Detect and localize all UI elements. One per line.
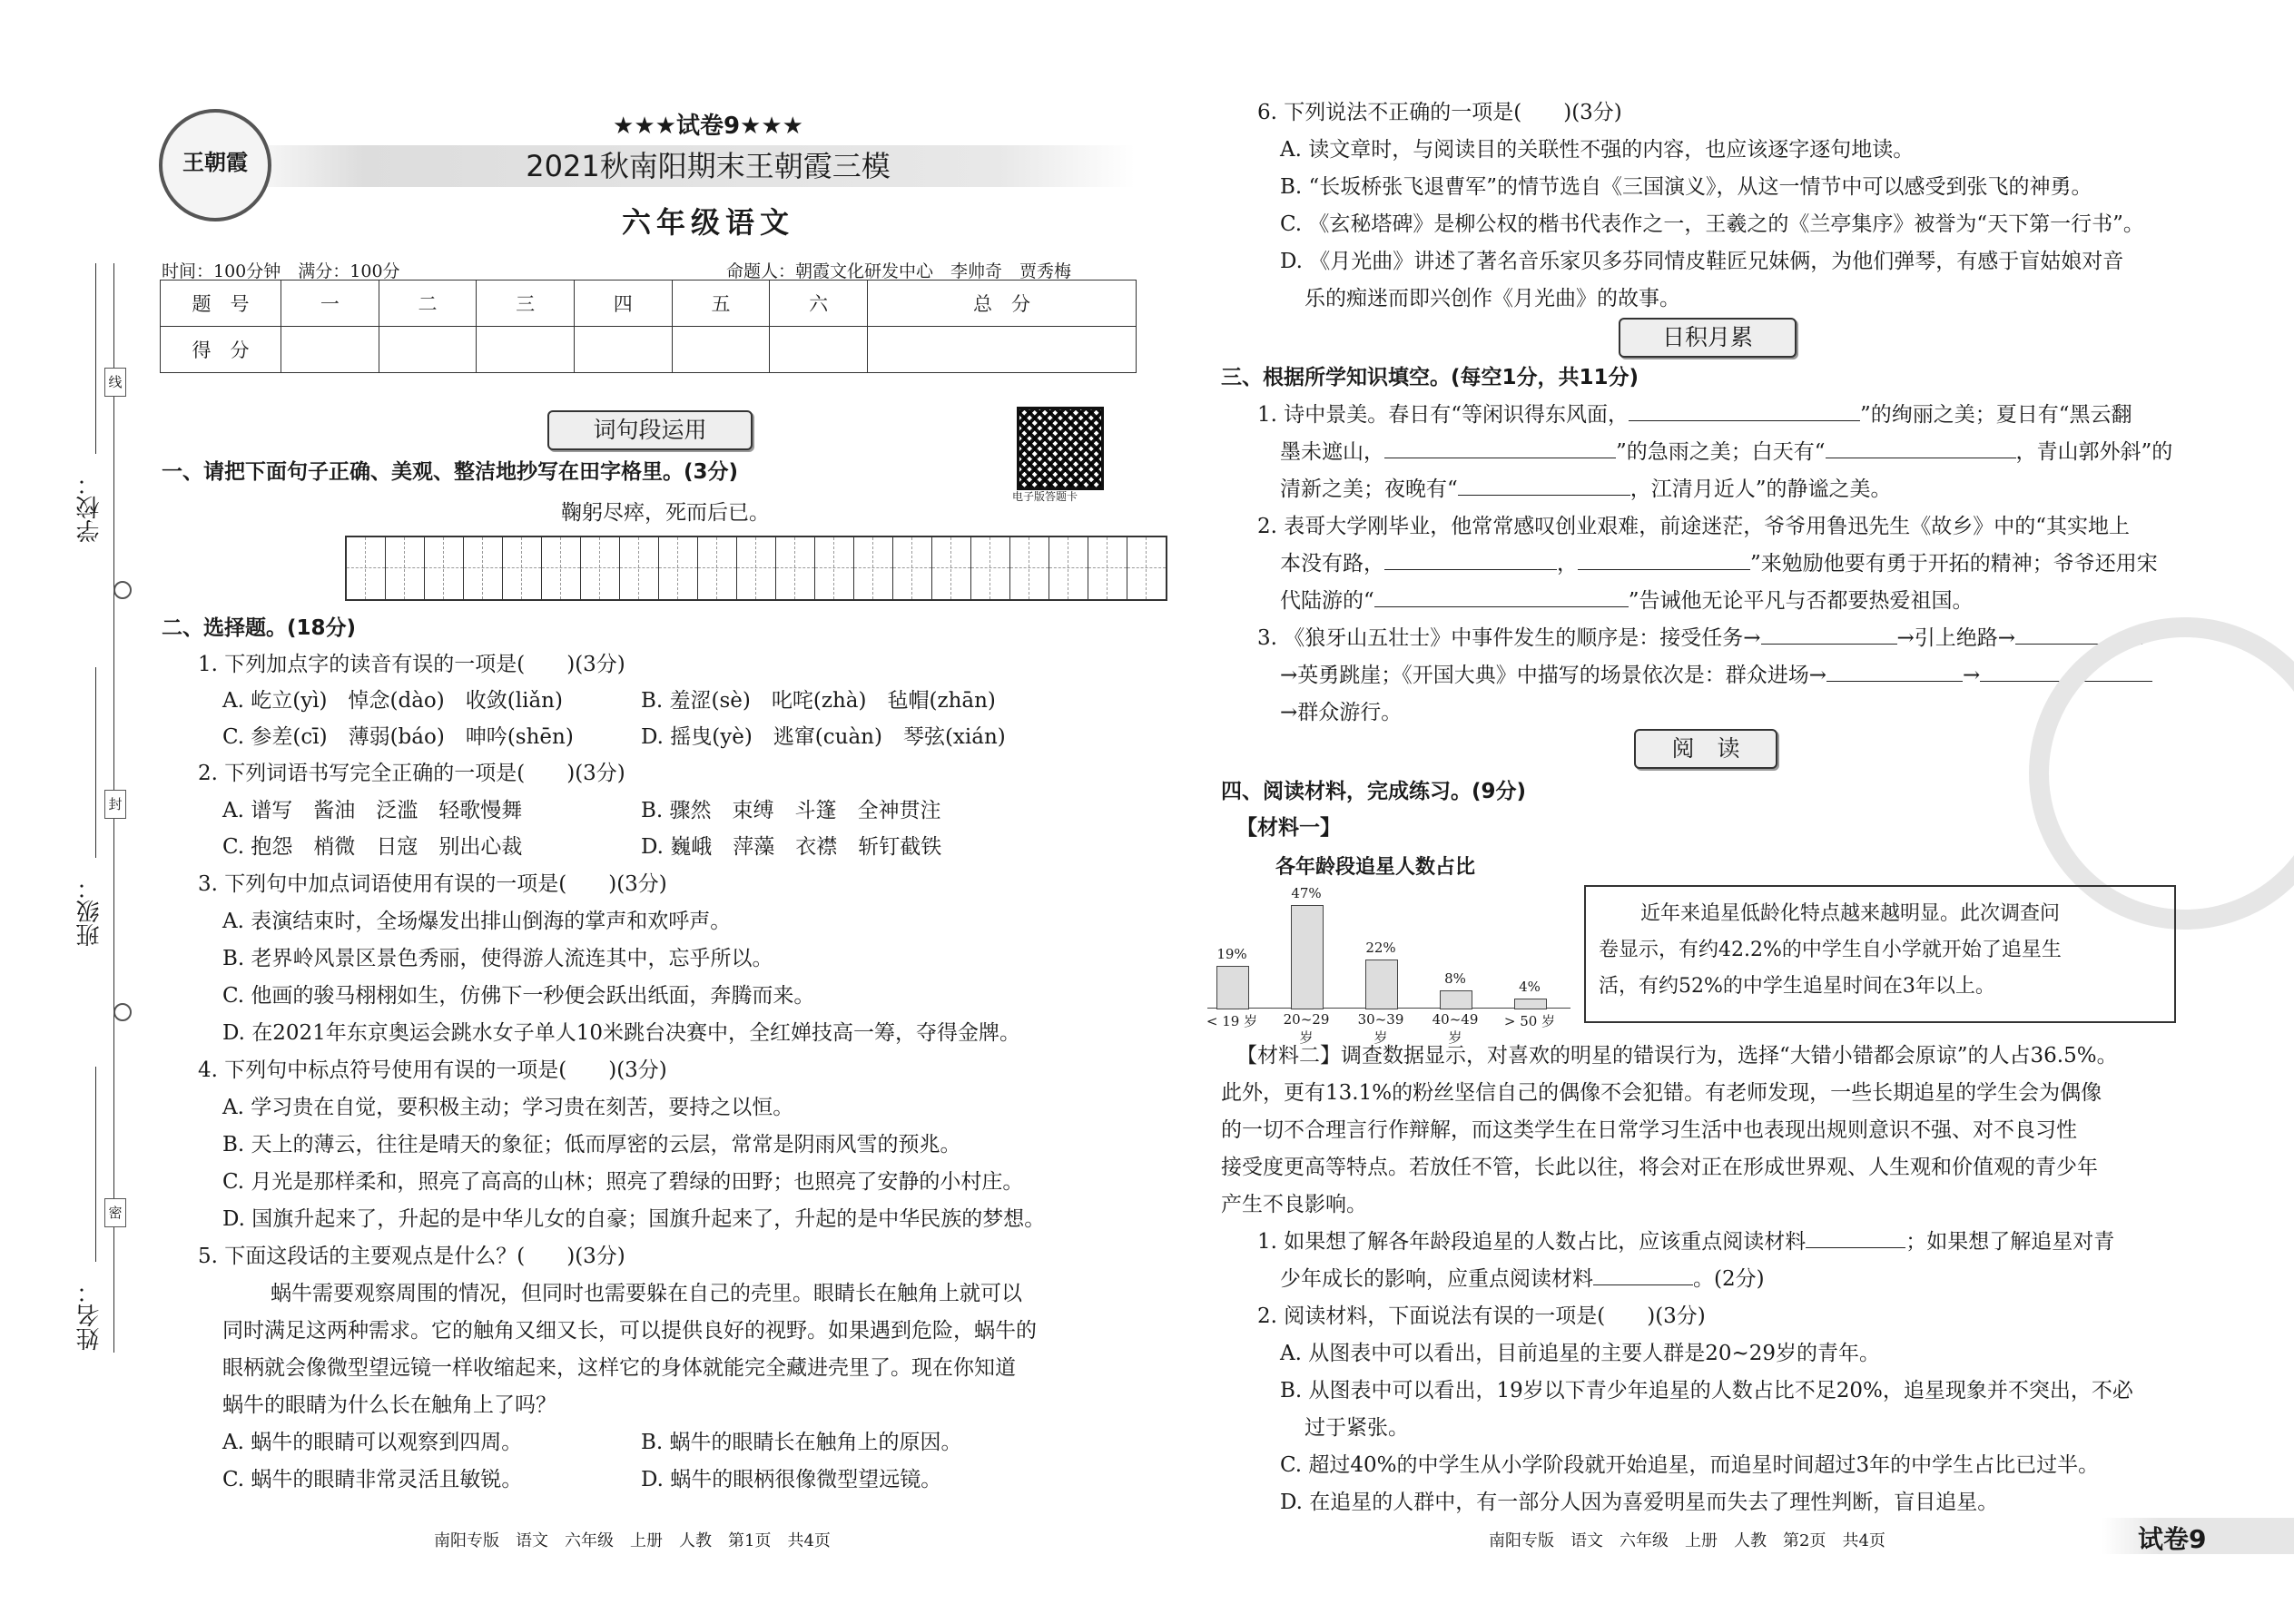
binding-ring-icon (113, 581, 132, 599)
chart-bar (1216, 966, 1249, 1009)
q4-text: 。(2分) (1693, 1267, 1765, 1291)
fill-blank[interactable] (1761, 620, 1897, 645)
q2-5-passage: 蜗牛需要观察周围的情况，但同时也需要躲在自己的壳里。眼睛长在触角上就可以 (271, 1282, 1022, 1305)
class-line (95, 667, 96, 858)
q3-line2 (1280, 434, 2172, 470)
q2-title: 二、选择题。(18分) (162, 616, 357, 640)
material-one-quote-box (1584, 885, 2176, 1023)
exam-title: 2021秋南阳期末王朝霞三模 (526, 149, 891, 183)
score-cell[interactable] (867, 327, 1136, 373)
q4-sub1-line2 (1280, 1261, 1765, 1297)
q2-2-c: C. 抱怨 梢微 日寇 别出心裁 (222, 835, 523, 859)
name-label: 姓名： (76, 1280, 103, 1351)
q2-1-c: C. 参差(cī) 薄弱(báo) 呻吟(shēn) (222, 725, 574, 749)
q2-4-d: D. 国旗升起来了，升起的是中华儿女的自豪；国旗升起来了，升起的是中华民族的梦想。 (222, 1207, 1046, 1231)
q6-d: D. 《月光曲》讲述了著名音乐家贝多芬同情皮鞋匠兄妹俩，为他们弹琴，有感于盲姑娘对音 (1280, 250, 2124, 273)
q2-3-stem: 3. 下列句中加点词语使用有误的一项是( )(3分) (198, 872, 667, 896)
paper-number: ★★★试卷9★★★ (613, 113, 803, 140)
q2-5-a: A. 蜗牛的眼睛可以观察到四周。 (222, 1431, 523, 1454)
footer-right: 南阳专版 语文 六年级 上册 人教 第2页 共4页 (1489, 1531, 1885, 1550)
q3-text: 墨未遮山， (1280, 440, 1384, 464)
q1-title: 一、请把下面句子正确、美观、整洁地抄写在田字格里。(3分) (162, 460, 739, 484)
score-head: 四 (574, 281, 672, 327)
fill-blank[interactable] (1806, 1224, 1905, 1248)
q4-sub2-b: B. 从图表中可以看出，19岁以下青少年追星的人数占比不足20%，追星现象并不突出，不必 (1280, 1379, 2133, 1403)
score-cell[interactable] (672, 327, 770, 373)
q6-stem: 6. 下列说法不正确的一项是( )(3分) (1257, 101, 1622, 124)
score-cell[interactable] (574, 327, 672, 373)
q2-5-d: D. 蜗牛的眼柄很像微型望远镜。 (641, 1468, 942, 1491)
q2-4-c: C. 月光是那样柔和，照亮了高高的山林；照亮了碧绿的田野；也照亮了安静的小村庄。 (222, 1170, 1024, 1194)
q2-5-c: C. 蜗牛的眼睛非常灵活且敏锐。 (222, 1468, 523, 1491)
q4-text: 少年成长的影响，应重点阅读材料 (1280, 1267, 1593, 1291)
q2-5-b: B. 蜗牛的眼睛长在触角上的原因。 (641, 1431, 962, 1454)
score-head: 题 号 (161, 281, 281, 327)
fill-blank[interactable] (1593, 1261, 1693, 1285)
quote-line: 近年来追星低龄化特点越来越明显。此次调查问 (1640, 902, 2061, 925)
name-line (95, 1067, 96, 1262)
score-head: 六 (770, 281, 868, 327)
q3-line6 (1280, 583, 1974, 619)
q2-4-a: A. 学习贵在自觉，要积极主动；学习贵在刻苦，要持之以恒。 (222, 1096, 794, 1119)
q4-sub2-stem: 2. 阅读材料，下面说法有误的一项是( )(3分) (1257, 1304, 1706, 1328)
q2-2-stem: 2. 下列词语书写完全正确的一项是( )(3分) (198, 762, 625, 785)
score-head: 二 (379, 281, 477, 327)
q3-text: ”来勉励他要有勇于开拓的精神；爷爷还用宋 (1750, 552, 2158, 576)
side-tag-xian: 线 (104, 368, 126, 397)
q6-d-cont: 乐的痴迷而即兴创作《月光曲》的故事。 (1305, 287, 1680, 310)
chart-bar (1440, 990, 1472, 1009)
q2-2-b: B. 骤然 束缚 斗篷 全神贯注 (641, 799, 941, 822)
q2-5-passage: 同时满足这两种需求。它的触角又细又长，可以提供良好的视野。如果遇到危险，蜗牛的 (222, 1319, 1037, 1343)
fill-blank[interactable] (1374, 583, 1629, 607)
q6-a: A. 读文章时，与阅读目的关联性不强的内容，也应该逐字逐句地读。 (1280, 138, 1915, 162)
q1-sentence: 鞠躬尽瘁，死而后已。 (561, 501, 770, 525)
q6-c: C. 《玄秘塔碑》是柳公权的楷书代表作之一，王羲之的《兰亭集序》被誉为“天下第一行书”。 (1280, 212, 2144, 236)
subject-title: 六年级语文 (621, 205, 794, 240)
q2-1-b: B. 羞涩(sè) 叱咤(zhà) 毡帽(zhān) (641, 689, 996, 713)
school-label: 学校： (76, 472, 103, 543)
chart-value-label: 8% (1444, 969, 1466, 987)
chart-category-label: < 19 岁 (1206, 1013, 1258, 1029)
q2-5-stem: 5. 下面这段话的主要观点是什么？( )(3分) (198, 1245, 625, 1268)
qr-caption: 电子版答题卡 (1012, 490, 1078, 503)
q3-title: 三、根据所学知识填空。(每空1分，共11分) (1221, 366, 1639, 389)
q2-3-d: D. 在2021年东京奥运会跳水女子单人10米跳台决赛中，全红婵技高一筹，夺得金牌。 (222, 1021, 1021, 1045)
section-yue-du: 阅 读 (1634, 729, 1777, 769)
q2-5-passage: 蜗牛的眼睛为什么长在触角上了吗？ (222, 1393, 556, 1417)
q3-text: 代陆游的“ (1280, 589, 1374, 613)
q4-sub2-a: A. 从图表中可以看出，目前追星的主要人群是20~29岁的青年。 (1280, 1342, 1881, 1365)
material-one-label: 【材料一】 (1236, 816, 1341, 840)
tianzige-grid[interactable] (345, 536, 1167, 601)
q2-1-a: A. 屹立(yì) 悼念(dào) 收敛(liǎn) (222, 689, 563, 713)
side-tag-feng: 封 (104, 790, 126, 819)
q2-3-a: A. 表演结束时，全场爆发出排山倒海的掌声和欢呼声。 (222, 910, 732, 933)
fill-blank[interactable] (1826, 657, 1963, 682)
q3-line8 (1280, 657, 2152, 694)
q3-text: ”的绚丽之美；夏日有“黑云翻 (1860, 403, 2132, 427)
q4-sub2-d: D. 在追星的人群中，有一部分人因为喜爱明星而失去了理性判断，盲目追星。 (1280, 1491, 1999, 1514)
fill-blank[interactable] (1578, 546, 1750, 570)
q3-line1 (1257, 397, 2132, 433)
chart-category-label: 40~49 岁 (1432, 1011, 1479, 1046)
q3-text: ”告诫他无论平凡与否都要热爱祖国。 (1628, 589, 1974, 613)
chart-bar (1291, 905, 1324, 1009)
q3-text: ”的急雨之美；白天有“ (1616, 440, 1826, 464)
q2-3-c: C. 他画的骏马栩栩如生，仿佛下一秒便会跃出纸面，奔腾而来。 (222, 984, 815, 1008)
side-tag-mi: 密 (104, 1198, 126, 1227)
footer-left: 南阳专版 语文 六年级 上册 人教 第1页 共4页 (434, 1531, 831, 1550)
q3-text: ，江清月近人”的静谧之美。 (1629, 477, 1892, 501)
chart-value-label: 4% (1519, 979, 1541, 996)
fill-blank[interactable] (1629, 397, 1860, 421)
bar-chart (1206, 876, 1570, 1046)
school-line (95, 263, 96, 454)
q3-text: ， (1557, 552, 1578, 576)
fill-blank[interactable] (1384, 434, 1616, 458)
chart-title: 各年龄段追星人数占比 (1275, 856, 1476, 879)
exam-authors: 命题人：朝霞文化研发中心 李帅奇 贾秀梅 (726, 261, 1072, 281)
section-ri-ji-yue-lei: 日积月累 (1619, 318, 1797, 358)
chart-bar (1365, 960, 1398, 1009)
q3-text: 3. 《狼牙山五壮士》中事件发生的顺序是：接受任务→ (1257, 626, 1761, 650)
score-head: 一 (281, 281, 379, 327)
quote-line: 卷显示，有约42.2%的中学生自小学就开始了追星生 (1599, 939, 2062, 961)
fill-blank[interactable] (1458, 471, 1630, 496)
material-two: 【材料二】调查数据显示，对喜欢的明星的错误行为，选择“大错小错都会原谅”的人占36.5%。 (1236, 1044, 2118, 1068)
q2-1-stem: 1. 下列加点字的读音有误的一项是( )(3分) (198, 653, 625, 676)
q4-sub2-c: C. 超过40%的中学生从小学阶段就开始追星，而追星时间超过3年的中学生占比已过半。 (1280, 1453, 2100, 1477)
q2-3-b: B. 老界岭风景区景色秀丽，使得游人流连其中，忘乎所以。 (222, 947, 773, 970)
score-cell[interactable] (477, 327, 575, 373)
q3-text: 本没有路， (1280, 552, 1384, 576)
quote-line: 活，有约52%的中学生追星时间在3年以上。 (1599, 975, 1995, 998)
chart-category-label: 20~29 岁 (1283, 1011, 1330, 1046)
q6-b: B. “长坂桥张飞退曹军”的情节选自《三国演义》，从这一情节中可以感受到张飞的神勇。 (1280, 175, 2092, 199)
q3-line4: 2. 表哥大学刚毕业，他常常感叹创业艰难，前途迷茫，爷爷用鲁迅先生《故乡》中的“其实地上 (1257, 515, 2131, 538)
score-cell[interactable] (770, 327, 868, 373)
footer-tag: 试卷9 (2138, 1524, 2207, 1554)
score-row-label: 得 分 (161, 327, 281, 373)
exam-time: 时间：100分钟 满分：100分 (162, 261, 400, 281)
q4-sub2-b-cont: 过于紧张。 (1305, 1416, 1409, 1440)
q3-text: →英勇跳崖；《开国大典》中描写的场景依次是：群众进场→ (1280, 664, 1827, 687)
chart-value-label: 22% (1365, 940, 1396, 957)
q4-title: 四、阅读材料，完成练习。(9分) (1221, 780, 1527, 803)
q3-line9: →群众游行。 (1280, 701, 1403, 724)
q2-4-b: B. 天上的薄云，往往是晴天的象征；低而厚密的云层，常常是阴雨风雪的预兆。 (222, 1133, 961, 1156)
class-label: 班级： (76, 876, 103, 947)
q4-sub1-line1 (1257, 1224, 2114, 1260)
logo-text: 王朝霞 (182, 149, 248, 175)
q4-text: 1. 如果想了解各年龄段追星的人数占比，应该重点阅读材料 (1257, 1230, 1807, 1254)
chart-category-label: > 50 岁 (1503, 1013, 1556, 1029)
q2-2-a: A. 谱写 酱油 泛滥 轻歌慢舞 (222, 799, 523, 822)
q4-text: ；如果想了解追星对青 (1905, 1230, 2115, 1254)
score-cell[interactable] (379, 327, 477, 373)
q3-text: 1. 诗中景美。春日有“等闲识得东风面， (1257, 403, 1629, 427)
q3-text: →引上绝路→ (1896, 626, 2016, 650)
fill-blank[interactable] (1384, 546, 1557, 570)
section-ci-ju-duan: 词句段运用 (547, 410, 753, 450)
chart-category-label: 30~39 岁 (1357, 1011, 1404, 1046)
q3-text: ，青山郭外斜”的 (2015, 440, 2173, 464)
q3-line7 (1257, 620, 2142, 656)
score-cell[interactable] (281, 327, 379, 373)
material-two: 此外，更有13.1%的粉丝坚信自己的偶像不会犯错。有老师发现，一些长期追星的学生会为偶像 (1221, 1081, 2102, 1105)
qr-code-icon (1017, 407, 1104, 490)
fill-blank[interactable] (1826, 434, 2016, 458)
chart-value-label: 19% (1216, 946, 1247, 963)
material-two: 接受度更高等特点。若放任不管，长此以往，将会对正在形成世界观、人生观和价值观的青少年 (1221, 1156, 2098, 1179)
binding-ring-icon (113, 1003, 132, 1021)
q2-1-d: D. 摇曳(yè) 逃窜(cuàn) 琴弦(xián) (641, 725, 1006, 749)
q3-line5 (1280, 546, 2158, 582)
q2-4-stem: 4. 下列句中标点符号使用有误的一项是( )(3分) (198, 1058, 667, 1082)
chart-bar (1514, 999, 1547, 1009)
material-two: 的一切不合理言行作辩解，而这类学生在日常学习生活中也表现出规则意识不强、对不良习性 (1221, 1118, 2077, 1142)
score-table (160, 280, 1137, 373)
q2-2-d: D. 巍峨 萍藻 衣襟 斩钉截铁 (641, 835, 942, 859)
q2-5-passage: 眼柄就会像微型望远镜一样收缩起来，这样它的身体就能完全藏进壳里了。现在你知道 (222, 1356, 1016, 1380)
score-head: 五 (672, 281, 770, 327)
q3-text: 清新之美；夜晚有“ (1280, 477, 1458, 501)
chart-value-label: 47% (1291, 885, 1322, 902)
material-two: 产生不良影响。 (1221, 1193, 1367, 1216)
score-head: 总 分 (867, 281, 1136, 327)
brand-logo (159, 109, 271, 221)
q3-text: → (1963, 664, 1981, 687)
q3-line3 (1280, 471, 1892, 507)
score-head: 三 (477, 281, 575, 327)
